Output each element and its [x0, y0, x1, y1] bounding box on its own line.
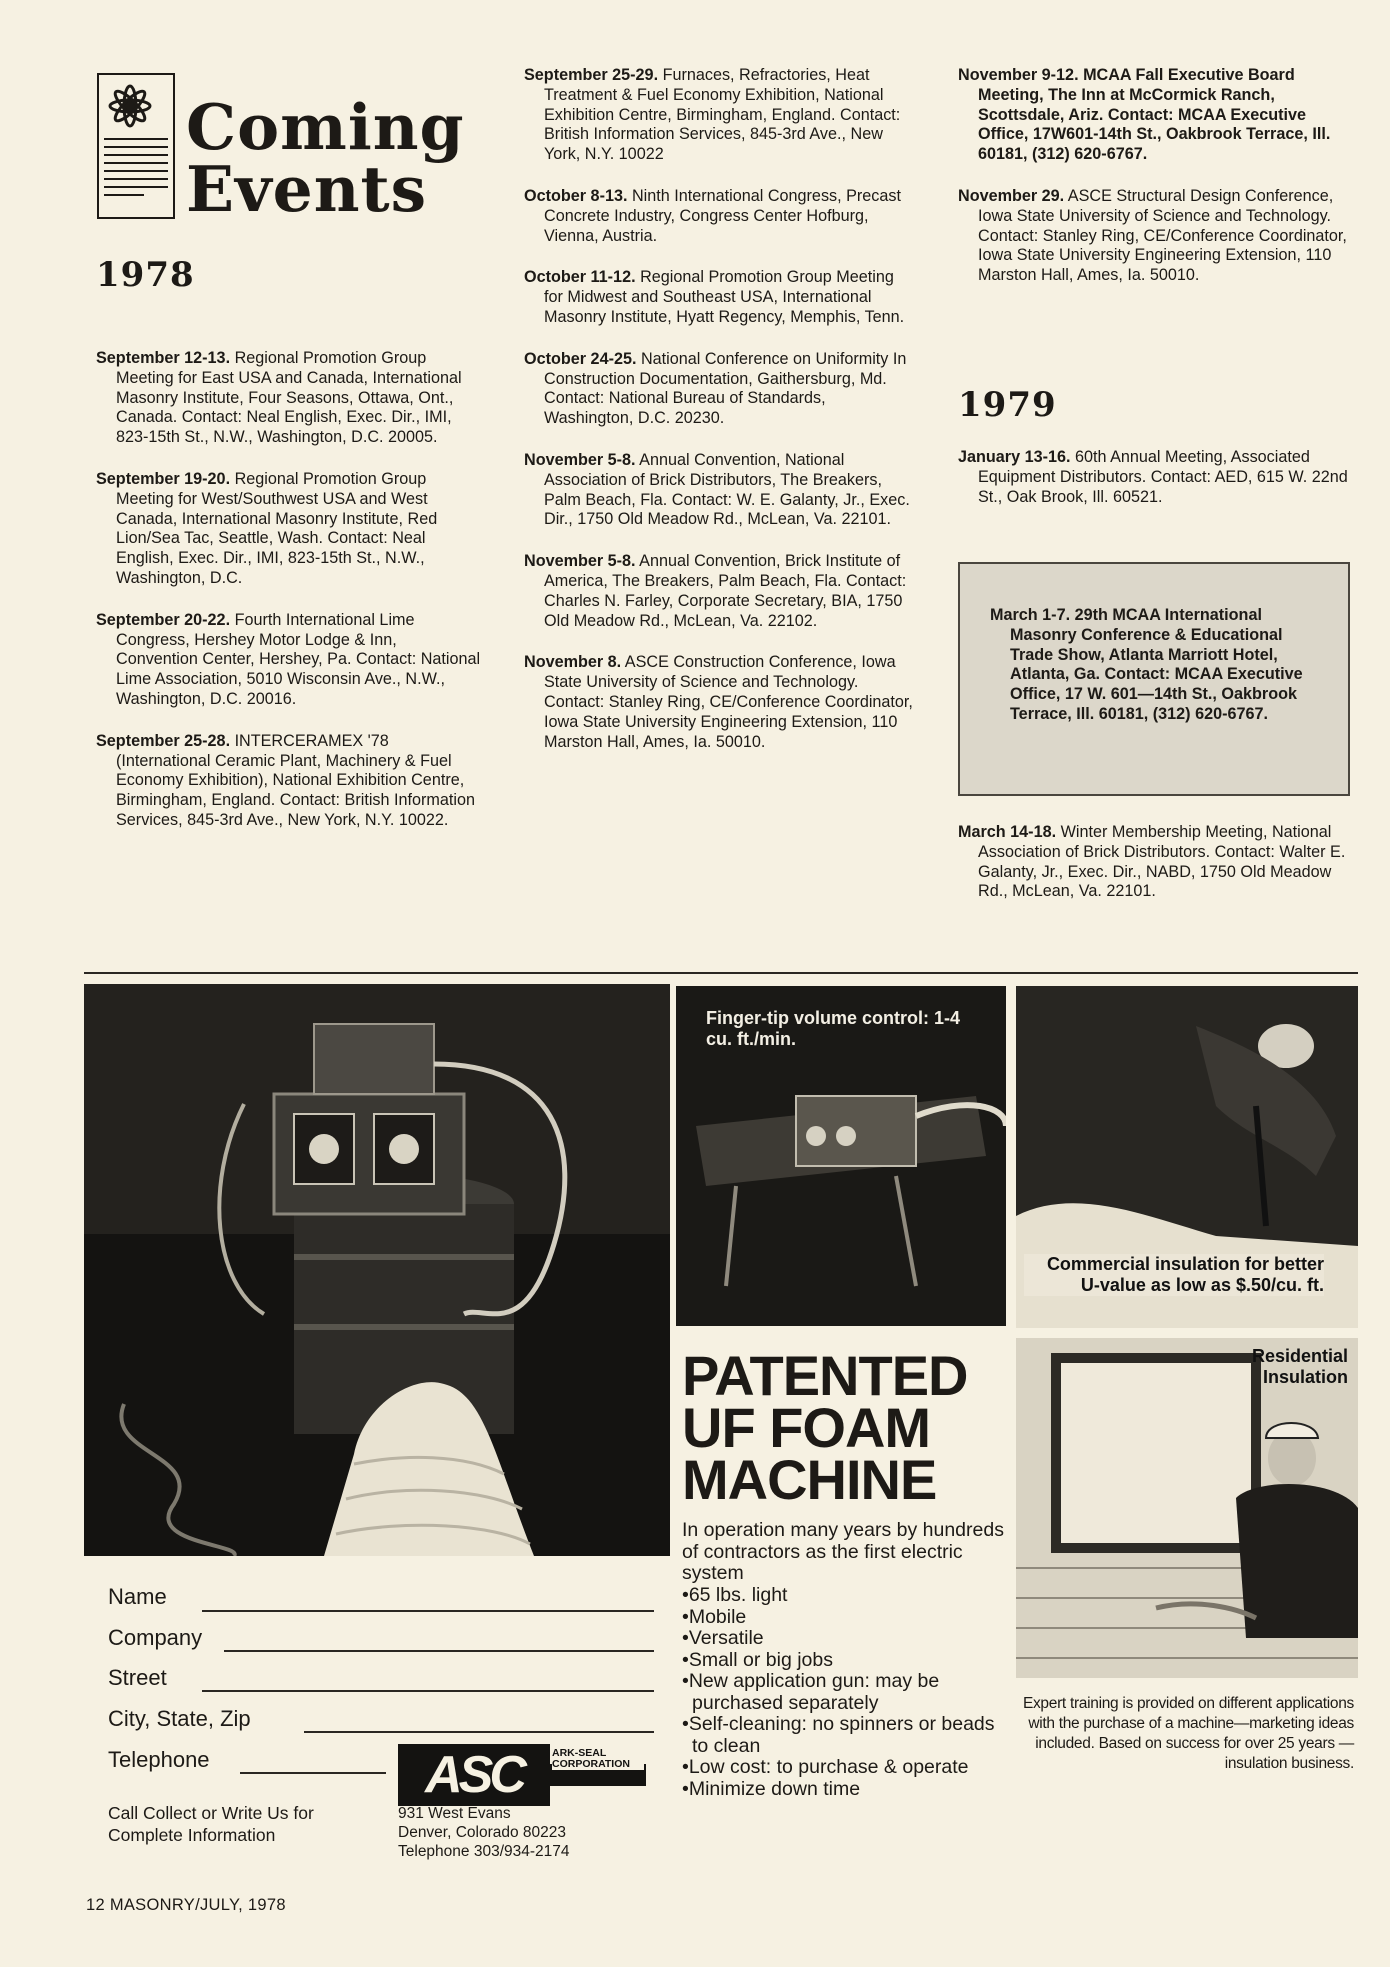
event-item: September 19-20. Regional Promotion Group Meeting for West/Southwest USA and West Canada, International Masonry Institute, Red Lion/Sea Tac, Seattle, Wash. Contact: Neal English, Exec. Dir., IMI, 823-15th St., N.W., Washington, D.C.: [96, 469, 438, 587]
event-item: September 12-13. Regional Promotion Group Meeting for East USA and Canada, International Masonry Institute, Four Seasons, Ottawa, Ont., Canada. Contact: Neal English, Exec. Dir., IMI, 823-15th St., N.W., Washington, D.C. 20005.: [96, 349, 462, 447]
ad-headline: [682, 1344, 968, 1511]
commercial-insulation-photo: [1016, 986, 1358, 1328]
event-item: November 8. ASCE Construction Conference, Iowa State University of Science and Technology. Contact: Stanley Ring, CE/Conference Coordinator, Iowa State University Engineering Extension, 110 Marston Hall, Ames, Ia. 50010.: [524, 653, 913, 751]
call-collect-text: Call Collect or Write Us for Complete Information: [108, 1803, 314, 1845]
form-label-street: Street: [108, 1665, 167, 1690]
calendar-daisy-icon: [96, 72, 176, 222]
logo-letters: ASC: [398, 1744, 550, 1806]
form-label-telephone: Telephone: [108, 1747, 210, 1772]
event-item: March 14-18. Winter Membership Meeting, National Association of Brick Distributors. Contact: Walter E. Galanty, Jr., Exec. Dir., NABD, 1750 Old Meadow Rd., McLean, Va. 22101.: [958, 823, 1346, 901]
section-divider: [84, 972, 1358, 974]
street-field[interactable]: [202, 1690, 654, 1692]
year-heading-1978: 1978: [96, 255, 195, 295]
events-column-3c: [958, 823, 1350, 924]
ad-intro: In operation many years by hundreds of contractors as the first electric system: [682, 1519, 1004, 1584]
telephone-field[interactable]: [240, 1772, 386, 1774]
event-item: September 20-22. Fourth International Lime Congress, Hershey Motor Lodge & Inn, Convention Center, Hershey, Pa. Contact: National Lime Association, 5010 Wisconsin Ave., N.W., Washington, D.C. 20016.: [96, 610, 481, 708]
name-field[interactable]: [202, 1610, 654, 1612]
address-line: Denver, Colorado 80223: [398, 1824, 567, 1841]
caption-fingertip: Finger-tip volume control: 1-4 cu. ft./min.: [706, 1008, 961, 1049]
ark-seal-logo: [398, 1744, 646, 1806]
event-item: November 5-8. Annual Convention, Brick Institute of America, The Breakers, Palm Beach, Fla. Contact: Charles N. Farley, Corporate Secretary, BIA, 1750 Old Meadow Rd., McLean, Va. 22102.: [524, 552, 907, 630]
list-item: •Small or big jobs: [682, 1648, 833, 1671]
company-field[interactable]: [224, 1650, 654, 1652]
event-item: November 9-12. MCAA Fall Executive Board Meeting, The Inn at McCormick Ranch, Scottsdale, Ariz. Contact: MCAA Executive Office, 17W601-14th St., Oakbrook Terrace, Ill. 60181, (312) 620-6767.: [958, 66, 1331, 164]
events-column-2: [524, 66, 916, 774]
list-item: •Low cost: to purchase & operate: [682, 1756, 969, 1778]
events-column-3b: [958, 448, 1350, 529]
address-line: Telephone 303/934-2174: [398, 1843, 570, 1860]
address-line: 931 West Evans: [398, 1805, 511, 1822]
form-label-company: Company: [108, 1625, 203, 1650]
headline-line-1: PATENTED: [682, 1344, 968, 1407]
form-label-name: Name: [108, 1584, 167, 1609]
page-footer: 12 MASONRY/JULY, 1978: [86, 1896, 286, 1914]
events-column-3: [958, 66, 1350, 308]
title-line-1: Coming: [186, 90, 465, 164]
event-item: October 24-25. National Conference on Uniformity In Construction Documentation, Gaithersburg, Md. Contact: National Bureau of Standards, Washington, D.C. 20230.: [524, 349, 907, 428]
event-item: October 11-12. Regional Promotion Group Meeting for Midwest and Southeast USA, International Masonry Institute, Hyatt Regency, Memphis, Tenn.: [524, 268, 905, 326]
form-label-city-state-zip: City, State, Zip: [108, 1706, 251, 1731]
featured-event-box: [958, 562, 1350, 796]
headline-line-2: UF FOAM: [682, 1396, 931, 1459]
event-item: November 29. ASCE Structural Design Conference, Iowa State University of Science and Technology. Contact: Stanley Ring, CE/Conference Coordinator, Iowa State University Engineering Extension, 110 Marston Hall, Ames, Ia. 50010.: [958, 186, 1347, 285]
year-heading-1979: 1979: [958, 385, 1057, 425]
list-item: •65 lbs. light: [682, 1584, 788, 1606]
logo-corporation: ARK-SEAL CORPORATION: [552, 1748, 644, 1770]
caption-commercial: Commercial insulation for better U-value as low as $.50/cu. ft.: [1024, 1254, 1324, 1296]
list-item: •Versatile: [682, 1627, 764, 1649]
event-item: January 13-16. 60th Annual Meeting, Associated Equipment Distributors. Contact: AED, 615 W. 22nd St., Oak Brook, Ill. 60521.: [958, 448, 1348, 506]
residential-insulation-photo: [1016, 1338, 1358, 1678]
events-column-1: [96, 349, 482, 853]
city-state-zip-field[interactable]: [304, 1731, 654, 1733]
training-text: Expert training is provided on different applications with the purchase of a machine—marketing ideas included. Based on success for over 25 years —insulation business.: [1022, 1695, 1354, 1772]
event-item: October 8-13. Ninth International Congress, Precast Concrete Industry, Congress Center Hofburg, Vienna, Austria.: [524, 186, 901, 245]
event-item: September 25-28. INTERCERAMEX '78 (International Ceramic Plant, Machinery & Fuel Economy Exhibition), National Exhibition Centre, Birmingham, England. Contact: British Information Services, 845-3rd Ave., New York, N.Y. 10022.: [96, 731, 475, 829]
featured-event: March 1-7. 29th MCAA International Masonry Conference & Educational Trade Show, Atlanta Marriott Hotel, Atlanta, Ga. Contact: MCAA Executive Office, 17 W. 601—14th St., Oakbrook Terrace, Ill. 60181, (312) 620-6767.: [990, 606, 1303, 723]
headline-line-3: MACHINE: [682, 1448, 937, 1511]
caption-residential: Residential Insulation: [1251, 1346, 1348, 1387]
foam-machine-photo: [84, 984, 670, 1556]
ad-bullet-list: [674, 1585, 1014, 1800]
list-item: •Mobile: [682, 1605, 747, 1628]
list-item: •Minimize down time: [682, 1777, 861, 1800]
list-item: •Self-cleaning: no spinners or beads to clean: [682, 1713, 995, 1757]
list-item: •New application gun: may be purchased separately: [682, 1670, 940, 1714]
event-item: November 5-8. Annual Convention, National Association of Brick Distributors, The Breakers, Palm Beach, Fla. Contact: W. E. Galanty, Jr., Exec. Dir., 1750 Old Meadow Rd., McLean, Va. 22101.: [524, 450, 910, 529]
volume-control-photo: [676, 986, 1006, 1326]
title-line-2: Events: [186, 152, 428, 226]
company-address: [398, 1804, 570, 1861]
page-title: [186, 90, 465, 226]
event-item: September 25-29. Furnaces, Refractories, Heat Treatment & Fuel Economy Exhibition, National Exhibition Centre, Birmingham, England. Contact: British Information Services, 845-3rd Ave., New York, N.Y. 10022: [524, 66, 901, 164]
